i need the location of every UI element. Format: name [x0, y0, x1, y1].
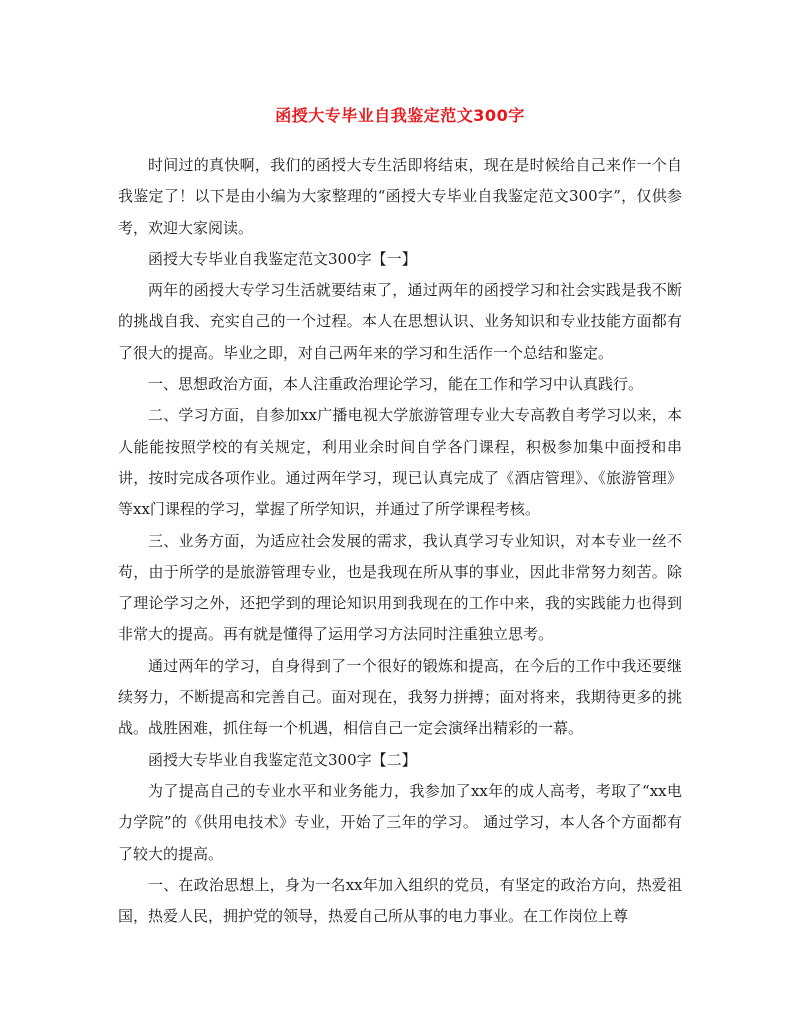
- paragraph-intro: 时间过的真快啊，我们的函授大专生活即将结束，现在是时候给自己来作一个自我鉴定了！以下是由小编为大家整理的“函授大专毕业自我鉴定范文300字”，仅供参考，欢迎大家阅读。: [118, 156, 682, 237]
- page-title: 函授大专毕业自我鉴定范文300字: [275, 106, 525, 125]
- paragraph: 三、业务方面，为适应社会发展的需求，我认真学习专业知识，对本专业一丝不苟，由于所学的是旅游管理专业，也是我现在所从事的事业，因此非常努力刻苦。除了理论学习之外，还把学到的理论知识用到我现在的工作中来，我的实践能力也得到非常大的提高。再有就是懂得了运用学习方法同时注重独立思考。: [118, 531, 682, 644]
- document-body: [118, 150, 682, 932]
- paragraph: 一、在政治思想上，身为一名xx年加入组织的党员，有坚定的政治方向，热爱祖国，热爱人民，拥护党的领导，热爱自己所从事的电力事业。在工作岗位上尊: [118, 875, 682, 926]
- paragraph: 二、学习方面，自参加xx广播电视大学旅游管理专业大专高教自考学习以来，本人能能按照学校的有关规定，利用业余时间自学各门课程，积极参加集中面授和串讲，按时完成各项作业。通过两年学习，现已认真完成了《酒店管理》、《旅游管理》等xx门课程的学习，掌握了所学知识，并通过了所学课程考核。: [118, 406, 682, 519]
- paragraph: 通过两年的学习，自身得到了一个很好的锻炼和提高，在今后的工作中我还要继续努力，不断提高和完善自己。面对现在，我努力拼搏；面对将来，我期待更多的挑战。战胜困难，抓住每一个机遇，相信自己一定会演绎出精彩的一幕。: [118, 656, 682, 738]
- paragraph: 一、思想政治方面，本人注重政治理论学习，能在工作和学习中认真践行。: [148, 375, 644, 394]
- paragraph: 为了提高自己的专业水平和业务能力，我参加了xx年的成人高考，考取了“xx电力学院”的《供用电技术》专业，开始了三年的学习。 通过学习，本人各个方面都有了较大的提高。: [118, 781, 682, 863]
- section-heading-one: 函授大专毕业自我鉴定范文300字【一】: [148, 249, 417, 268]
- section-heading-two: 函授大专毕业自我鉴定范文300字【二】: [148, 750, 417, 769]
- paragraph: 两年的函授大专学习生活就要结束了，通过两年的函授学习和社会实践是我不断的挑战自我、充实自己的一个过程。本人在思想认识、业务知识和专业技能方面都有了很大的提高。毕业之即，对自己两年来的学习和生活作一个总结和鉴定。: [118, 281, 682, 362]
